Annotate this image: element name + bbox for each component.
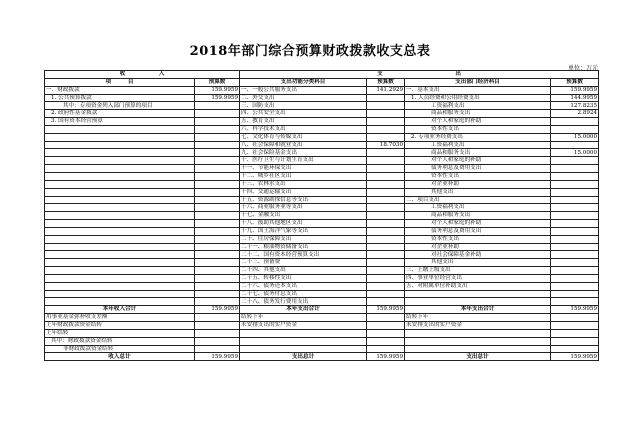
income-budget-header: 预算数 <box>195 78 240 86</box>
value-cell <box>367 314 405 322</box>
table-row <box>45 212 599 220</box>
income-value-cell <box>195 110 240 118</box>
income-item-cell <box>45 204 195 212</box>
carryover-row <box>45 322 599 330</box>
page-title: 2018年部门综合预算财政拨款收支总表 <box>189 44 431 59</box>
income-item-cell <box>45 298 195 306</box>
func-value-cell: 159.9959 <box>367 353 405 361</box>
income-item-header: 项 目 <box>45 78 195 86</box>
income-value-cell <box>195 274 240 282</box>
func-value-cell <box>367 180 405 188</box>
header-row-columns <box>45 78 599 86</box>
econ-item-cell: 资本性支出 <box>405 125 551 133</box>
income-item-cell: 其中：专项资金列入部门预算的项目 <box>45 102 195 110</box>
func-item-cell: 十三、农林水支出 <box>240 180 367 188</box>
econ-item-cell: 1. 人员经费和公用经费支出 <box>405 94 551 102</box>
func-value-cell <box>367 259 405 267</box>
econ-item-cell: 对个人和家庭的补助 <box>405 118 551 126</box>
table-row <box>45 86 599 94</box>
income-value-cell: 159.9959 <box>195 353 240 361</box>
expense-group-header: 支 出 <box>240 71 599 79</box>
econ-item-cell: 商品和服务支出 <box>405 212 551 220</box>
func-value-cell <box>367 290 405 298</box>
value-cell <box>367 322 405 330</box>
func-value-cell <box>367 251 405 259</box>
table-row <box>45 204 599 212</box>
income-label-cell: 收入总计 <box>45 353 195 361</box>
econ-item-cell: 其他支出 <box>405 259 551 267</box>
carryover-row <box>45 345 599 353</box>
income-value-cell <box>195 298 240 306</box>
func-value-cell <box>367 196 405 204</box>
value-cell <box>195 345 240 353</box>
econ-value-cell <box>551 172 599 180</box>
income-value-cell <box>195 196 240 204</box>
income-value-cell <box>195 141 240 149</box>
income-item-cell <box>45 188 195 196</box>
func-item-cell: 十一、节能环保支出 <box>240 165 367 173</box>
table-row <box>45 172 599 180</box>
econ-item-cell: 债务利息及费用支出 <box>405 227 551 235</box>
func-value-cell <box>367 298 405 306</box>
func-item-cell: 二十七、债务付息支出 <box>240 290 367 298</box>
income-item-cell <box>45 227 195 235</box>
econ-value-cell <box>551 227 599 235</box>
table-row <box>45 157 599 165</box>
income-item-cell <box>45 180 195 188</box>
func-value-cell <box>367 149 405 157</box>
func-value-cell: 18.7030 <box>367 141 405 149</box>
table-row <box>45 235 599 243</box>
label-cell <box>405 337 551 345</box>
econ-value-cell: 15.0000 <box>551 149 599 157</box>
table-row <box>45 180 599 188</box>
func-value-cell <box>367 243 405 251</box>
table-row <box>45 267 599 275</box>
func-value-cell <box>367 165 405 173</box>
table-row <box>45 251 599 259</box>
value-cell <box>367 329 405 337</box>
econ-budget-header: 预算数 <box>551 78 599 86</box>
income-value-cell <box>195 180 240 188</box>
label-cell: 用事业基金弥补收支差额 <box>45 314 195 322</box>
func-value-cell <box>367 188 405 196</box>
econ-value-cell <box>551 180 599 188</box>
income-value-cell <box>195 267 240 275</box>
econ-value-cell <box>551 118 599 126</box>
income-value-cell <box>195 227 240 235</box>
econ-item-cell: 一、基本支出 <box>405 86 551 94</box>
table-row <box>45 220 599 228</box>
income-value-cell: 159.9959 <box>195 306 240 314</box>
func-item-cell: 二十三、预备费 <box>240 259 367 267</box>
econ-item-cell: 三、上缴上级支出 <box>405 267 551 275</box>
econ-value-cell <box>551 235 599 243</box>
func-item-cell: 六、科学技术支出 <box>240 125 367 133</box>
func-value-cell <box>367 110 405 118</box>
table-row <box>45 188 599 196</box>
econ-item-cell: 债务利息及费用支出 <box>405 165 551 173</box>
table-row <box>45 227 599 235</box>
func-item-cell: 一、一般公共服务支出 <box>240 86 367 94</box>
func-label-cell: 本年支出合计 <box>240 306 367 314</box>
econ-item-cell: 工资福利支出 <box>405 102 551 110</box>
func-value-cell <box>367 102 405 110</box>
table-row <box>45 110 599 118</box>
func-item-cell: 十五、资源勘探信息等支出 <box>240 196 367 204</box>
econ-value-cell: 144.9959 <box>551 94 599 102</box>
func-item-cell: 三、国防支出 <box>240 102 367 110</box>
econ-value-cell: 2.8924 <box>551 110 599 118</box>
income-label-cell: 本年收入合计 <box>45 306 195 314</box>
income-item-cell <box>45 274 195 282</box>
func-value-cell <box>367 133 405 141</box>
income-item-cell <box>45 149 195 157</box>
income-value-cell <box>195 102 240 110</box>
table-row <box>45 118 599 126</box>
econ-value-cell <box>551 196 599 204</box>
label-cell <box>240 337 367 345</box>
econ-value-cell: 159.9959 <box>551 86 599 94</box>
econ-label-cell: 支出总计 <box>405 353 551 361</box>
func-item-cell: 九、社会保险基金支出 <box>240 149 367 157</box>
value-cell <box>195 329 240 337</box>
func-item-cell: 十二、城乡社区支出 <box>240 172 367 180</box>
func-item-cell: 七、文化体育与传媒支出 <box>240 133 367 141</box>
income-value-cell <box>195 204 240 212</box>
income-item-cell: 一、财政拨款 <box>45 86 195 94</box>
econ-item-cell: 对个人和家庭的补助 <box>405 157 551 165</box>
carryover-row <box>45 337 599 345</box>
income-value-cell <box>195 172 240 180</box>
func-value-cell <box>367 282 405 290</box>
table-row <box>45 141 599 149</box>
income-value-cell <box>195 188 240 196</box>
income-value-cell: 159.9959 <box>195 94 240 102</box>
income-value-cell <box>195 165 240 173</box>
income-item-cell <box>45 125 195 133</box>
income-item-cell <box>45 259 195 267</box>
func-value-cell <box>367 125 405 133</box>
econ-item-cell: 商品和服务支出 <box>405 149 551 157</box>
income-value-cell <box>195 251 240 259</box>
func-item-cell: 十七、金融支出 <box>240 212 367 220</box>
econ-value-cell <box>551 125 599 133</box>
income-value-cell <box>195 282 240 290</box>
income-group-header: 收 入 <box>45 71 240 79</box>
econ-value-cell <box>551 282 599 290</box>
func-label-cell: 支出总计 <box>240 353 367 361</box>
func-item-cell: 十六、商业服务业等支出 <box>240 204 367 212</box>
income-item-cell: 2. 政府性基金拨款 <box>45 110 195 118</box>
income-value-cell <box>195 133 240 141</box>
econ-item-cell: 四、事业单位经营支出 <box>405 274 551 282</box>
econ-item-cell: 对社会保障基金补助 <box>405 251 551 259</box>
income-item-cell <box>45 165 195 173</box>
income-value-cell <box>195 118 240 126</box>
func-value-cell <box>367 274 405 282</box>
func-item-cell: 二十二、国有资本经营预算支出 <box>240 251 367 259</box>
income-item-cell <box>45 212 195 220</box>
value-cell <box>195 322 240 330</box>
func-item-cell: 五、教育支出 <box>240 118 367 126</box>
func-value-cell <box>367 212 405 220</box>
econ-item-cell: 工资福利支出 <box>405 204 551 212</box>
econ-value-cell <box>551 243 599 251</box>
econ-value-cell: 127.8235 <box>551 102 599 110</box>
econ-item-cell: 二、项目支出 <box>405 196 551 204</box>
econ-value-cell: 159.9959 <box>551 306 599 314</box>
econ-item-cell: 五、对附属单位补助支出 <box>405 282 551 290</box>
carryover-row <box>45 329 599 337</box>
econ-value-cell <box>551 157 599 165</box>
table-row <box>45 165 599 173</box>
income-value-cell <box>195 149 240 157</box>
table-row <box>45 133 599 141</box>
value-cell <box>551 337 599 345</box>
econ-item-cell: 2. 专项业务经费支出 <box>405 133 551 141</box>
income-value-cell <box>195 235 240 243</box>
income-item-cell <box>45 220 195 228</box>
econ-item-cell: 对个人和家庭的补助 <box>405 220 551 228</box>
table-body <box>45 71 599 361</box>
table-row <box>45 274 599 282</box>
econ-item-cell <box>405 298 551 306</box>
income-item-cell <box>45 243 195 251</box>
label-cell: 非财政拨款资金结转 <box>45 345 195 353</box>
label-cell <box>405 345 551 353</box>
func-value-cell <box>367 204 405 212</box>
econ-item-cell: 工资福利支出 <box>405 141 551 149</box>
income-item-cell <box>45 235 195 243</box>
income-item-cell: 1. 公共预算拨款 <box>45 94 195 102</box>
func-item-header: 支出功能分类科目 <box>240 78 367 86</box>
income-value-cell <box>195 220 240 228</box>
func-value-cell: 141.2929 <box>367 86 405 94</box>
econ-value-cell: 15.0000 <box>551 133 599 141</box>
income-item-cell <box>45 141 195 149</box>
econ-value-cell <box>551 165 599 173</box>
func-value-cell <box>367 227 405 235</box>
income-value-cell <box>195 243 240 251</box>
income-item-cell: 3. 国有资本经营预算 <box>45 118 195 126</box>
value-cell <box>367 345 405 353</box>
func-value-cell <box>367 220 405 228</box>
func-item-cell: 二十六、债务还本支出 <box>240 282 367 290</box>
func-item-cell: 二十五、转移性支出 <box>240 274 367 282</box>
econ-value-cell <box>551 274 599 282</box>
income-value-cell: 159.9959 <box>195 86 240 94</box>
income-item-cell <box>45 172 195 180</box>
label-cell: 结转下年 <box>405 314 551 322</box>
func-value-cell <box>367 157 405 165</box>
func-item-cell: 二十一、粮油物资储备支出 <box>240 243 367 251</box>
income-value-cell <box>195 290 240 298</box>
econ-item-cell: 资本性支出 <box>405 235 551 243</box>
econ-value-cell <box>551 267 599 275</box>
func-value-cell <box>367 172 405 180</box>
label-cell: 上年结转 <box>45 329 195 337</box>
income-item-cell <box>45 290 195 298</box>
econ-value-cell <box>551 204 599 212</box>
value-cell <box>551 329 599 337</box>
income-item-cell <box>45 282 195 290</box>
total-row <box>45 353 599 361</box>
label-cell: 其中：财政拨款资金结转 <box>45 337 195 345</box>
func-item-cell: 十四、交通运输支出 <box>240 188 367 196</box>
econ-item-header: 支出部门经济科目 <box>405 78 551 86</box>
econ-value-cell <box>551 259 599 267</box>
table-row <box>45 94 599 102</box>
table-row <box>45 125 599 133</box>
value-cell <box>551 314 599 322</box>
econ-item-cell: 资本性支出 <box>405 172 551 180</box>
econ-value-cell <box>551 251 599 259</box>
econ-value-cell <box>551 212 599 220</box>
func-item-cell: 二十、住房保障支出 <box>240 235 367 243</box>
econ-item-cell: 对企业补助 <box>405 180 551 188</box>
func-item-cell: 二十八、债务发行费用支出 <box>240 298 367 306</box>
income-item-cell <box>45 157 195 165</box>
value-cell <box>551 322 599 330</box>
unit-label: 单位：万元 <box>567 65 598 72</box>
header-row-group <box>45 71 599 79</box>
income-value-cell <box>195 157 240 165</box>
value-cell <box>195 314 240 322</box>
table-row <box>45 243 599 251</box>
table-row <box>45 196 599 204</box>
value-cell <box>551 345 599 353</box>
econ-value-cell <box>551 290 599 298</box>
func-value-cell <box>367 235 405 243</box>
table-row <box>45 290 599 298</box>
econ-item-cell: 其他支出 <box>405 188 551 196</box>
label-cell: 上年财政拨款资金结转 <box>45 322 195 330</box>
income-value-cell <box>195 125 240 133</box>
table-row <box>45 259 599 267</box>
func-value-cell <box>367 267 405 275</box>
label-cell: 结转下年 <box>240 314 367 322</box>
func-value-cell: 159.9959 <box>367 306 405 314</box>
income-value-cell <box>195 259 240 267</box>
label-cell <box>240 329 367 337</box>
income-item-cell <box>45 267 195 275</box>
table-row <box>45 102 599 110</box>
income-item-cell <box>45 133 195 141</box>
econ-label-cell: 本年支出合计 <box>405 306 551 314</box>
label-cell: 未安排支出的实户资金 <box>240 322 367 330</box>
table-row <box>45 282 599 290</box>
income-value-cell <box>195 212 240 220</box>
table-row <box>45 298 599 306</box>
carryover-row <box>45 314 599 322</box>
income-item-cell <box>45 251 195 259</box>
func-item-cell: 十八、援助其他地区支出 <box>240 220 367 228</box>
econ-value-cell <box>551 141 599 149</box>
func-item-cell: 二十四、其他支出 <box>240 267 367 275</box>
label-cell: 未安排支出的实户资金 <box>405 322 551 330</box>
econ-value-cell <box>551 298 599 306</box>
func-item-cell: 八、社会保障和就业支出 <box>240 141 367 149</box>
value-cell <box>367 337 405 345</box>
func-value-cell <box>367 94 405 102</box>
func-item-cell: 二、外交支出 <box>240 94 367 102</box>
budget-table <box>44 70 599 361</box>
label-cell <box>405 329 551 337</box>
econ-value-cell <box>551 220 599 228</box>
econ-value-cell <box>551 188 599 196</box>
func-budget-header: 预算数 <box>367 78 405 86</box>
econ-value-cell: 159.9959 <box>551 353 599 361</box>
func-value-cell <box>367 118 405 126</box>
subtotal-row <box>45 306 599 314</box>
econ-item-cell: 商品和服务支出 <box>405 110 551 118</box>
income-item-cell <box>45 196 195 204</box>
econ-item-cell <box>405 290 551 298</box>
func-item-cell: 四、公共安全支出 <box>240 110 367 118</box>
econ-item-cell: 对企业补助 <box>405 243 551 251</box>
func-item-cell: 十、医疗卫生与计划生育支出 <box>240 157 367 165</box>
func-item-cell: 十九、国土海洋气象等支出 <box>240 227 367 235</box>
value-cell <box>195 337 240 345</box>
table-row <box>45 149 599 157</box>
label-cell <box>240 345 367 353</box>
